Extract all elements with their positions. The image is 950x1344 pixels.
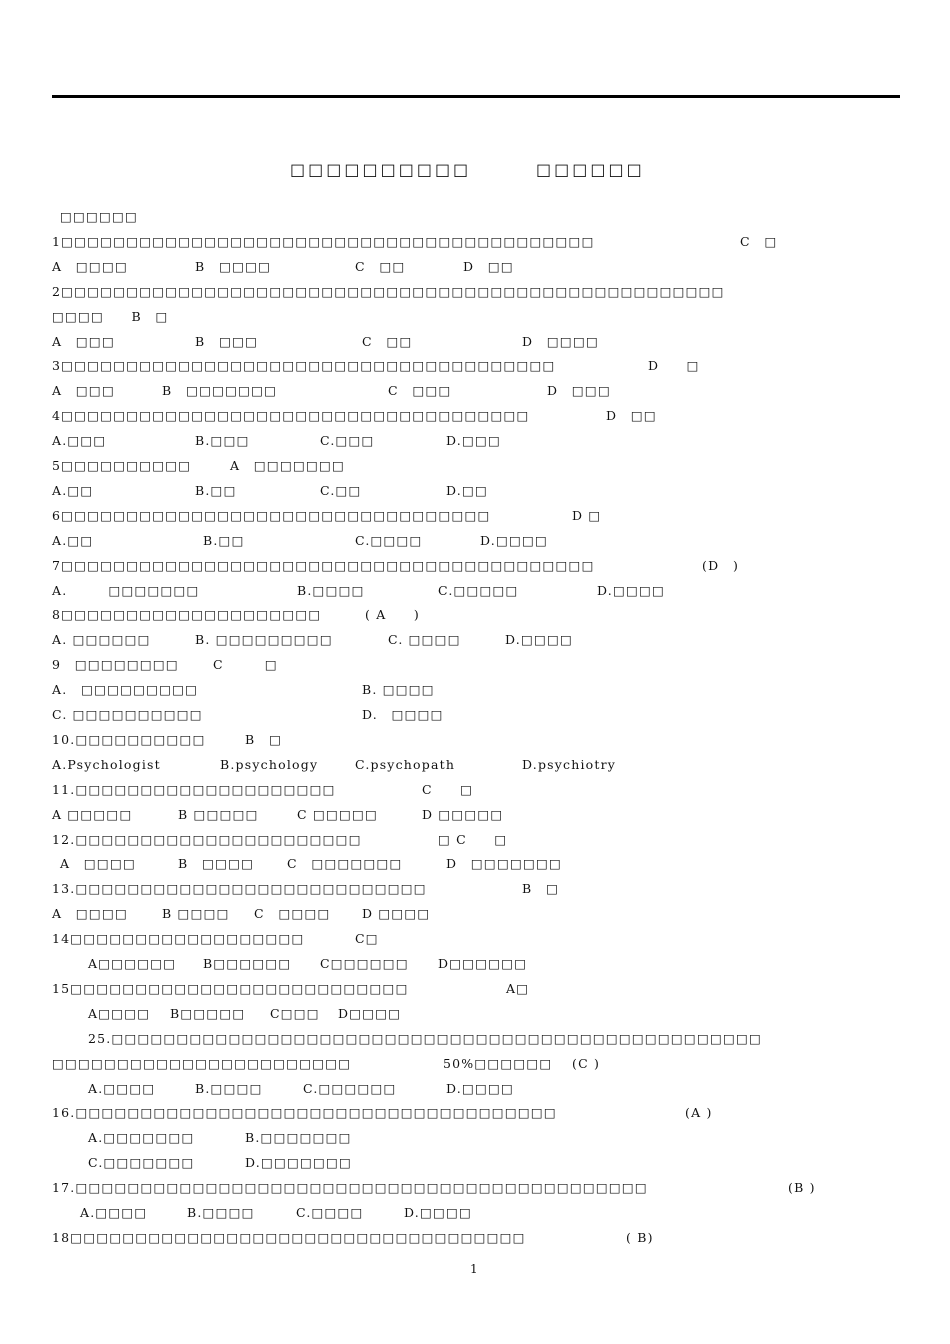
line-text: A. □□□□□□□□□	[52, 682, 199, 698]
line-answer: D.□□□□	[404, 1205, 472, 1220]
line-text: 1□□□□□□□□□□□□□□□□□□□□□□□□□□□□□□□□□□□□□□□□□	[52, 233, 595, 249]
line-answer: B. □□□□□□□□□	[195, 632, 333, 648]
page-number: 1	[470, 1262, 478, 1276]
text-line	[0, 904, 950, 924]
line-answer: D □□□□□	[422, 806, 504, 822]
line-answer: C □□□	[388, 383, 452, 399]
line-answer: C □□	[362, 333, 413, 349]
line-answer: D.□□□	[446, 433, 501, 449]
line-answer: (B )	[788, 1180, 816, 1196]
line-answer: D.□□	[446, 482, 488, 498]
line-answer: B.□□	[195, 482, 237, 498]
line-text: 10.□□□□□□□□□□	[52, 731, 206, 747]
line-text: 8□□□□□□□□□□□□□□□□□□□□	[52, 607, 322, 623]
line-answer: C.□□□□□□	[303, 1080, 397, 1096]
line-answer: B □	[245, 731, 283, 747]
text-line	[0, 655, 950, 675]
line-text: A □□□□□	[52, 806, 133, 822]
line-answer: ( A )	[365, 607, 420, 623]
text-line	[0, 1004, 950, 1024]
text-line	[0, 730, 950, 750]
line-answer: D □□	[463, 258, 514, 274]
line-answer: D.□□□□□□□	[245, 1155, 353, 1171]
line-answer: B □□□□	[178, 856, 255, 872]
line-text: 9 □□□□□□□□	[52, 657, 179, 673]
line-answer: B.□□□□	[195, 1080, 263, 1096]
text-line	[0, 456, 950, 476]
line-text: A □□□□	[52, 258, 128, 274]
line-answer: C.□□□□□	[438, 582, 519, 598]
line-answer: D □□□□	[522, 333, 599, 349]
line-text: 6□□□□□□□□□□□□□□□□□□□□□□□□□□□□□□□□□	[52, 507, 491, 523]
line-answer: D.psychiotry	[522, 756, 617, 772]
line-text: A.□□	[52, 482, 94, 498]
line-text: 7□□□□□□□□□□□□□□□□□□□□□□□□□□□□□□□□□□□□□□□□□	[52, 557, 595, 573]
text-line	[0, 1128, 950, 1148]
line-text: 16.□□□□□□□□□□□□□□□□□□□□□□□□□□□□□□□□□□□□□	[52, 1105, 557, 1121]
line-text: 12.□□□□□□□□□□□□□□□□□□□□□□	[52, 831, 362, 847]
line-text: □□□□ B □	[52, 308, 169, 324]
line-answer: D. □□□□	[362, 707, 444, 722]
line-answer: (D )	[702, 557, 740, 573]
line-answer: (C )	[572, 1055, 601, 1071]
page-title: □□□□□□□□□□	[290, 160, 472, 179]
line-answer: B□□□□□	[170, 1005, 246, 1021]
line-answer: B □□□□	[162, 906, 230, 922]
line-text: A □□□□	[52, 906, 128, 922]
page-subtitle: □□□□□□	[536, 160, 645, 179]
line-answer: A □□□□□□□	[230, 458, 345, 473]
text-line	[0, 879, 950, 899]
line-answer: D.□□□□	[480, 532, 548, 548]
text-line	[0, 1178, 950, 1198]
line-answer: C.□□	[320, 482, 362, 498]
line-answer: B □□□	[195, 333, 259, 349]
line-text: 13.□□□□□□□□□□□□□□□□□□□□□□□□□□□	[52, 881, 427, 897]
line-text: A. □□□□□□	[52, 632, 151, 648]
line-text: A.Psychologist	[52, 756, 161, 772]
text-line	[0, 929, 950, 949]
text-line	[0, 954, 950, 974]
line-answer: C□□□	[270, 1005, 320, 1021]
text-line	[0, 1203, 950, 1223]
line-text: A□□□□	[88, 1005, 151, 1021]
line-text: A.□□□	[52, 433, 107, 449]
line-answer: A□	[506, 980, 530, 996]
line-text: A.□□□□□□□	[88, 1130, 195, 1146]
line-answer: C □□	[355, 258, 406, 274]
line-answer: B.□□□□□□□	[245, 1130, 352, 1146]
line-text: 4□□□□□□□□□□□□□□□□□□□□□□□□□□□□□□□□□□□□	[52, 408, 530, 424]
line-answer: B.□□	[203, 532, 245, 548]
line-answer: C. □□□□	[388, 632, 461, 648]
text-line	[0, 282, 950, 302]
line-answer: B □□□□	[195, 258, 272, 274]
text-line	[0, 680, 950, 700]
text-line	[0, 581, 950, 601]
line-text: 5□□□□□□□□□□	[52, 458, 192, 473]
text-line	[0, 257, 950, 277]
text-line	[0, 431, 950, 451]
text-line	[0, 381, 950, 401]
text-line	[0, 630, 950, 650]
line-answer: C.□□□□	[296, 1205, 364, 1220]
line-answer: B.□□□□	[187, 1205, 255, 1220]
line-answer: C□	[355, 931, 379, 947]
line-answer: C □	[740, 233, 778, 249]
line-answer: C.□□□	[320, 433, 375, 449]
line-text: A □□□	[52, 333, 115, 349]
line-answer: C □	[213, 657, 278, 673]
line-text: A.□□	[52, 532, 94, 548]
line-answer: D □	[648, 358, 700, 374]
line-answer: D.□□□□	[597, 582, 665, 598]
text-line	[0, 1079, 950, 1099]
text-line	[0, 406, 950, 426]
line-answer: D□□□□□□	[438, 956, 528, 971]
line-text: □□□□□□□□□□□□□□□□□□□□□□□	[52, 1055, 352, 1071]
text-line	[0, 1029, 950, 1049]
line-text: 25.□□□□□□□□□□□□□□□□□□□□□□□□□□□□□□□□□□□□□□□□□□□□□□□□□□	[88, 1030, 762, 1046]
line-text: 11.□□□□□□□□□□□□□□□□□□□□	[52, 781, 336, 797]
text-line	[0, 705, 950, 725]
line-answer: C.psychopath	[355, 756, 456, 772]
text-line	[0, 232, 950, 252]
text-line	[0, 307, 950, 327]
line-text: 2□□□□□□□□□□□□□□□□□□□□□□□□□□□□□□□□□□□□□□□□□□□□□□□□□□□	[52, 283, 725, 299]
line-answer: C.□□□□	[355, 532, 423, 548]
text-line	[0, 1103, 950, 1123]
line-answer: 50%□□□□□□	[443, 1055, 553, 1071]
text-line	[0, 332, 950, 352]
line-answer: B□□□□□□	[203, 956, 292, 971]
line-answer: B.□□□□	[297, 582, 365, 598]
text-line	[0, 854, 950, 874]
line-answer: (A )	[685, 1105, 713, 1121]
line-answer: □ C □	[438, 831, 508, 847]
line-answer: ( B)	[626, 1229, 654, 1245]
line-answer: D.□□□□	[446, 1080, 514, 1096]
text-line	[0, 207, 950, 227]
line-answer: D □□	[606, 408, 657, 424]
text-line	[0, 506, 950, 526]
line-text: A□□□□□□	[88, 956, 177, 971]
line-text: 3□□□□□□□□□□□□□□□□□□□□□□□□□□□□□□□□□□□□□□	[52, 358, 556, 374]
line-text: A.□□□□	[88, 1080, 156, 1096]
text-line	[0, 356, 950, 376]
text-line	[0, 805, 950, 825]
text-line	[0, 605, 950, 625]
line-text: C. □□□□□□□□□□	[52, 707, 203, 722]
line-answer: B □	[522, 881, 560, 897]
line-text: 15□□□□□□□□□□□□□□□□□□□□□□□□□□	[52, 980, 409, 996]
line-answer: C □□□□□	[297, 806, 378, 822]
text-line	[0, 979, 950, 999]
line-answer: C □□□□	[254, 906, 331, 922]
line-answer: D□□□□	[338, 1005, 402, 1021]
line-text: A □□□□	[60, 856, 136, 872]
line-answer: D.□□□□	[505, 632, 573, 648]
line-answer: C □□□□□□□	[287, 856, 403, 872]
text-line	[0, 1054, 950, 1074]
line-answer: D □□□□	[362, 906, 431, 922]
line-answer: B.psychology	[220, 756, 319, 772]
line-text: □□□□□□	[60, 209, 139, 224]
line-text: A □□□	[52, 383, 115, 399]
line-answer: C □	[422, 781, 474, 797]
line-answer: B. □□□□	[362, 682, 435, 698]
text-line	[0, 780, 950, 800]
line-answer: B □□□□□	[178, 806, 259, 822]
line-text: A. □□□□□□□	[52, 582, 200, 598]
line-text: 17.□□□□□□□□□□□□□□□□□□□□□□□□□□□□□□□□□□□□□□□□□□□□	[52, 1180, 648, 1196]
text-line	[0, 755, 950, 775]
text-line	[0, 830, 950, 850]
line-answer: D □□□□□□□	[446, 856, 562, 872]
line-answer: C□□□□□□	[320, 956, 409, 971]
header-rule	[52, 95, 900, 98]
text-line	[0, 531, 950, 551]
text-line	[0, 481, 950, 501]
line-answer: D □□□	[547, 383, 611, 399]
text-line	[0, 556, 950, 576]
line-text: 18□□□□□□□□□□□□□□□□□□□□□□□□□□□□□□□□□□□	[52, 1229, 526, 1245]
line-answer: D □	[572, 507, 602, 523]
line-text: C.□□□□□□□	[88, 1155, 195, 1171]
text-line	[0, 1228, 950, 1248]
line-answer: B □□□□□□□	[162, 383, 278, 399]
line-text: A.□□□□	[80, 1205, 148, 1220]
line-answer: B.□□□	[195, 433, 250, 449]
line-text: 14□□□□□□□□□□□□□□□□□□	[52, 931, 305, 947]
text-line	[0, 1153, 950, 1173]
